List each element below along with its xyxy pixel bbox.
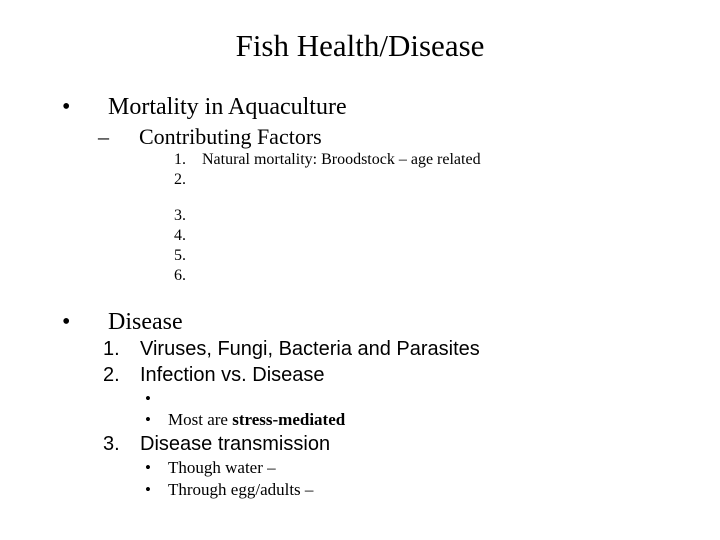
transmission-text-2: Through egg/adults –: [168, 480, 314, 499]
disease-text-3: Disease transmission: [140, 433, 331, 455]
disease-text-2: Infection vs. Disease: [140, 364, 325, 386]
factor-num-2: 2.: [174, 171, 186, 188]
disease-num-3: 3.: [103, 433, 120, 455]
factor-num-5: 5.: [174, 247, 186, 264]
infection-bullet-2: •: [145, 410, 151, 429]
transmission-text-1: Though water –: [168, 458, 276, 477]
subheading-contributing: Contributing Factors: [139, 124, 322, 149]
factor-num-4: 4.: [174, 227, 186, 244]
transmission-bullet-1: •: [145, 458, 151, 477]
dash-contributing: –: [98, 124, 109, 149]
factor-num-3: 3.: [174, 207, 186, 224]
bullet-mortality: •: [62, 94, 71, 120]
heading-disease: Disease: [108, 309, 183, 335]
heading-mortality: Mortality in Aquaculture: [108, 94, 347, 120]
slide-title: Fish Health/Disease: [235, 28, 485, 63]
factor-num-1: 1.: [174, 151, 186, 168]
transmission-bullet-2: •: [145, 480, 151, 499]
infection-text-2: [168, 409, 345, 431]
disease-num-1: 1.: [103, 338, 120, 360]
bullet-disease: •: [62, 309, 71, 335]
disease-num-2: 2.: [103, 364, 120, 386]
infection-text-2-prefix: Most are: [168, 410, 233, 429]
stress-mediated-emphasis: stress-mediated: [232, 410, 346, 429]
factor-text-1: Natural mortality: Broodstock – age related: [202, 151, 481, 168]
disease-text-1: Viruses, Fungi, Bacteria and Parasites: [140, 338, 480, 360]
infection-bullet-1: •: [145, 389, 151, 408]
factor-num-6: 6.: [174, 267, 186, 284]
